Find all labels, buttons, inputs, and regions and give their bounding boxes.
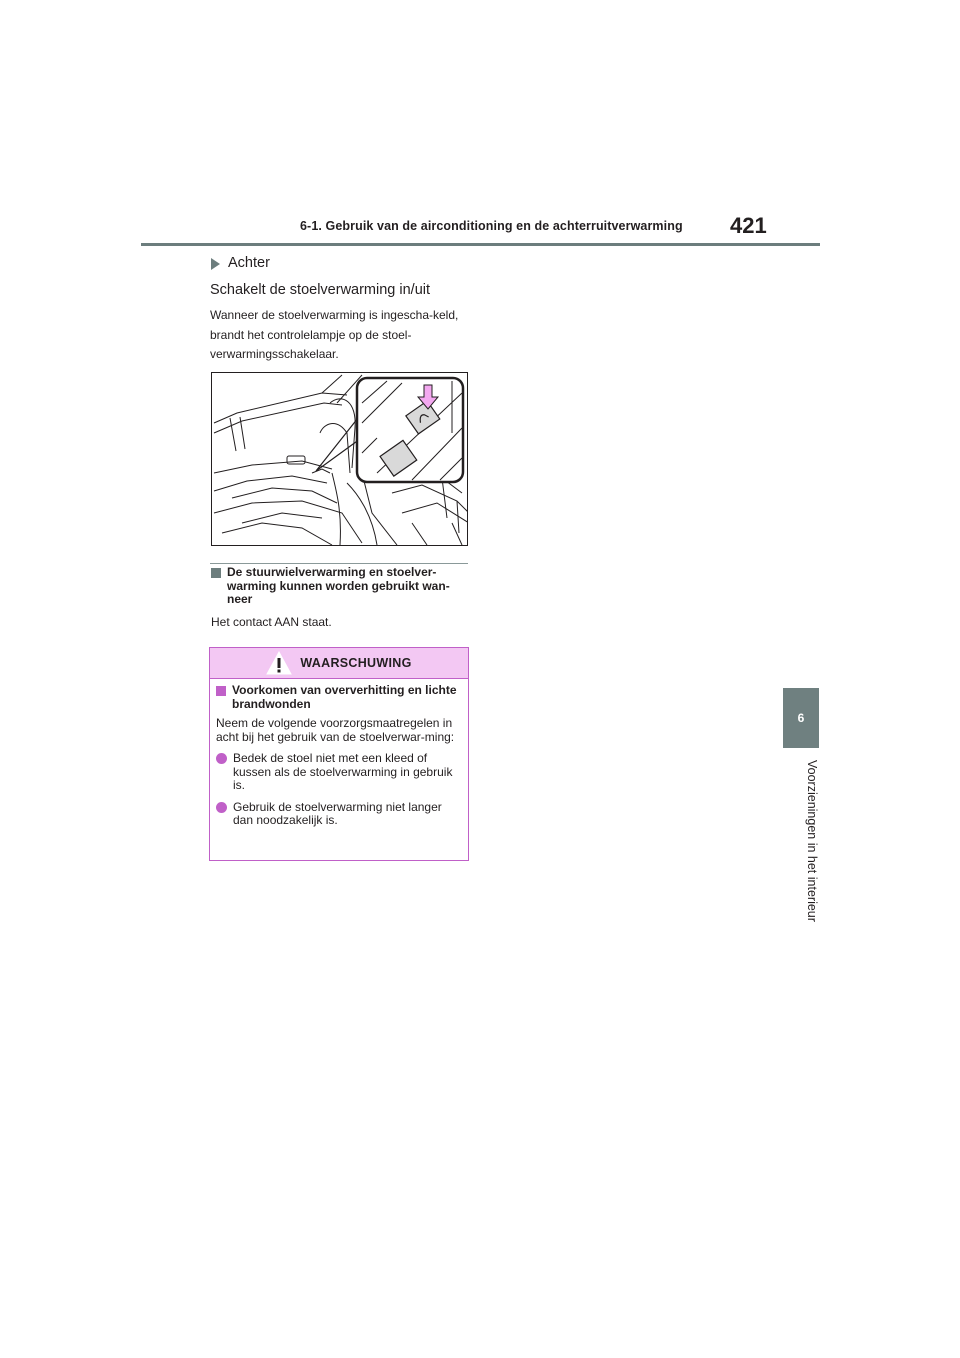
bullet-text: Bedek de stoel niet met een kleed of kussen als de stoelverwarming in gebruik is. — [233, 751, 453, 792]
header-rule — [141, 243, 820, 246]
warning-heading: Voorkomen van oververhitting en lichte brandwonden — [232, 683, 457, 711]
section-title: 6-1. Gebruik van de airconditioning en de achterruitverwarming — [300, 219, 683, 233]
switch-description: Wanneer de stoelverwarming is ingescha-keld, brandt het controlelampje op de stoel-verwarmingsschakelaar. — [210, 308, 459, 361]
warning-box — [209, 647, 469, 861]
car-interior-drawing — [212, 373, 468, 546]
dot-bullet-icon — [216, 802, 227, 813]
triangle-bullet-icon — [211, 258, 220, 270]
warning-body — [210, 679, 468, 828]
square-bullet-icon — [211, 568, 221, 578]
chapter-title: Voorzieningen in het interieur — [805, 760, 819, 922]
warning-triangle-icon — [266, 651, 292, 675]
seat-heater-illustration — [211, 372, 468, 546]
note-block — [211, 566, 469, 629]
warning-header — [210, 648, 468, 679]
warning-title: WAARSCHUWING — [300, 656, 412, 670]
bullet-text: Gebruik de stoelverwarming niet langer dan noodzakelijk is. — [233, 799, 442, 827]
separator — [210, 563, 468, 564]
switch-title: Schakelt de stoelverwarming in/uit — [210, 282, 431, 298]
warning-intro: Neem de volgende voorzorgsmaatregelen in acht bij het gebruik van de stoelverwar-ming: — [216, 716, 455, 744]
dot-bullet-icon — [216, 753, 227, 764]
square-bullet-icon — [216, 686, 226, 696]
list-item — [216, 752, 462, 793]
page-number: 421 — [730, 213, 767, 238]
list-item — [216, 801, 462, 828]
subheading-label: Achter — [228, 255, 270, 271]
note-heading: De stuurwielverwarming en stoelver-warming kunnen worden gebruikt wan-neer — [227, 565, 450, 606]
chapter-tab: 6 — [783, 688, 819, 748]
note-text: Het contact AAN staat. — [211, 614, 332, 629]
subheading — [211, 255, 270, 271]
